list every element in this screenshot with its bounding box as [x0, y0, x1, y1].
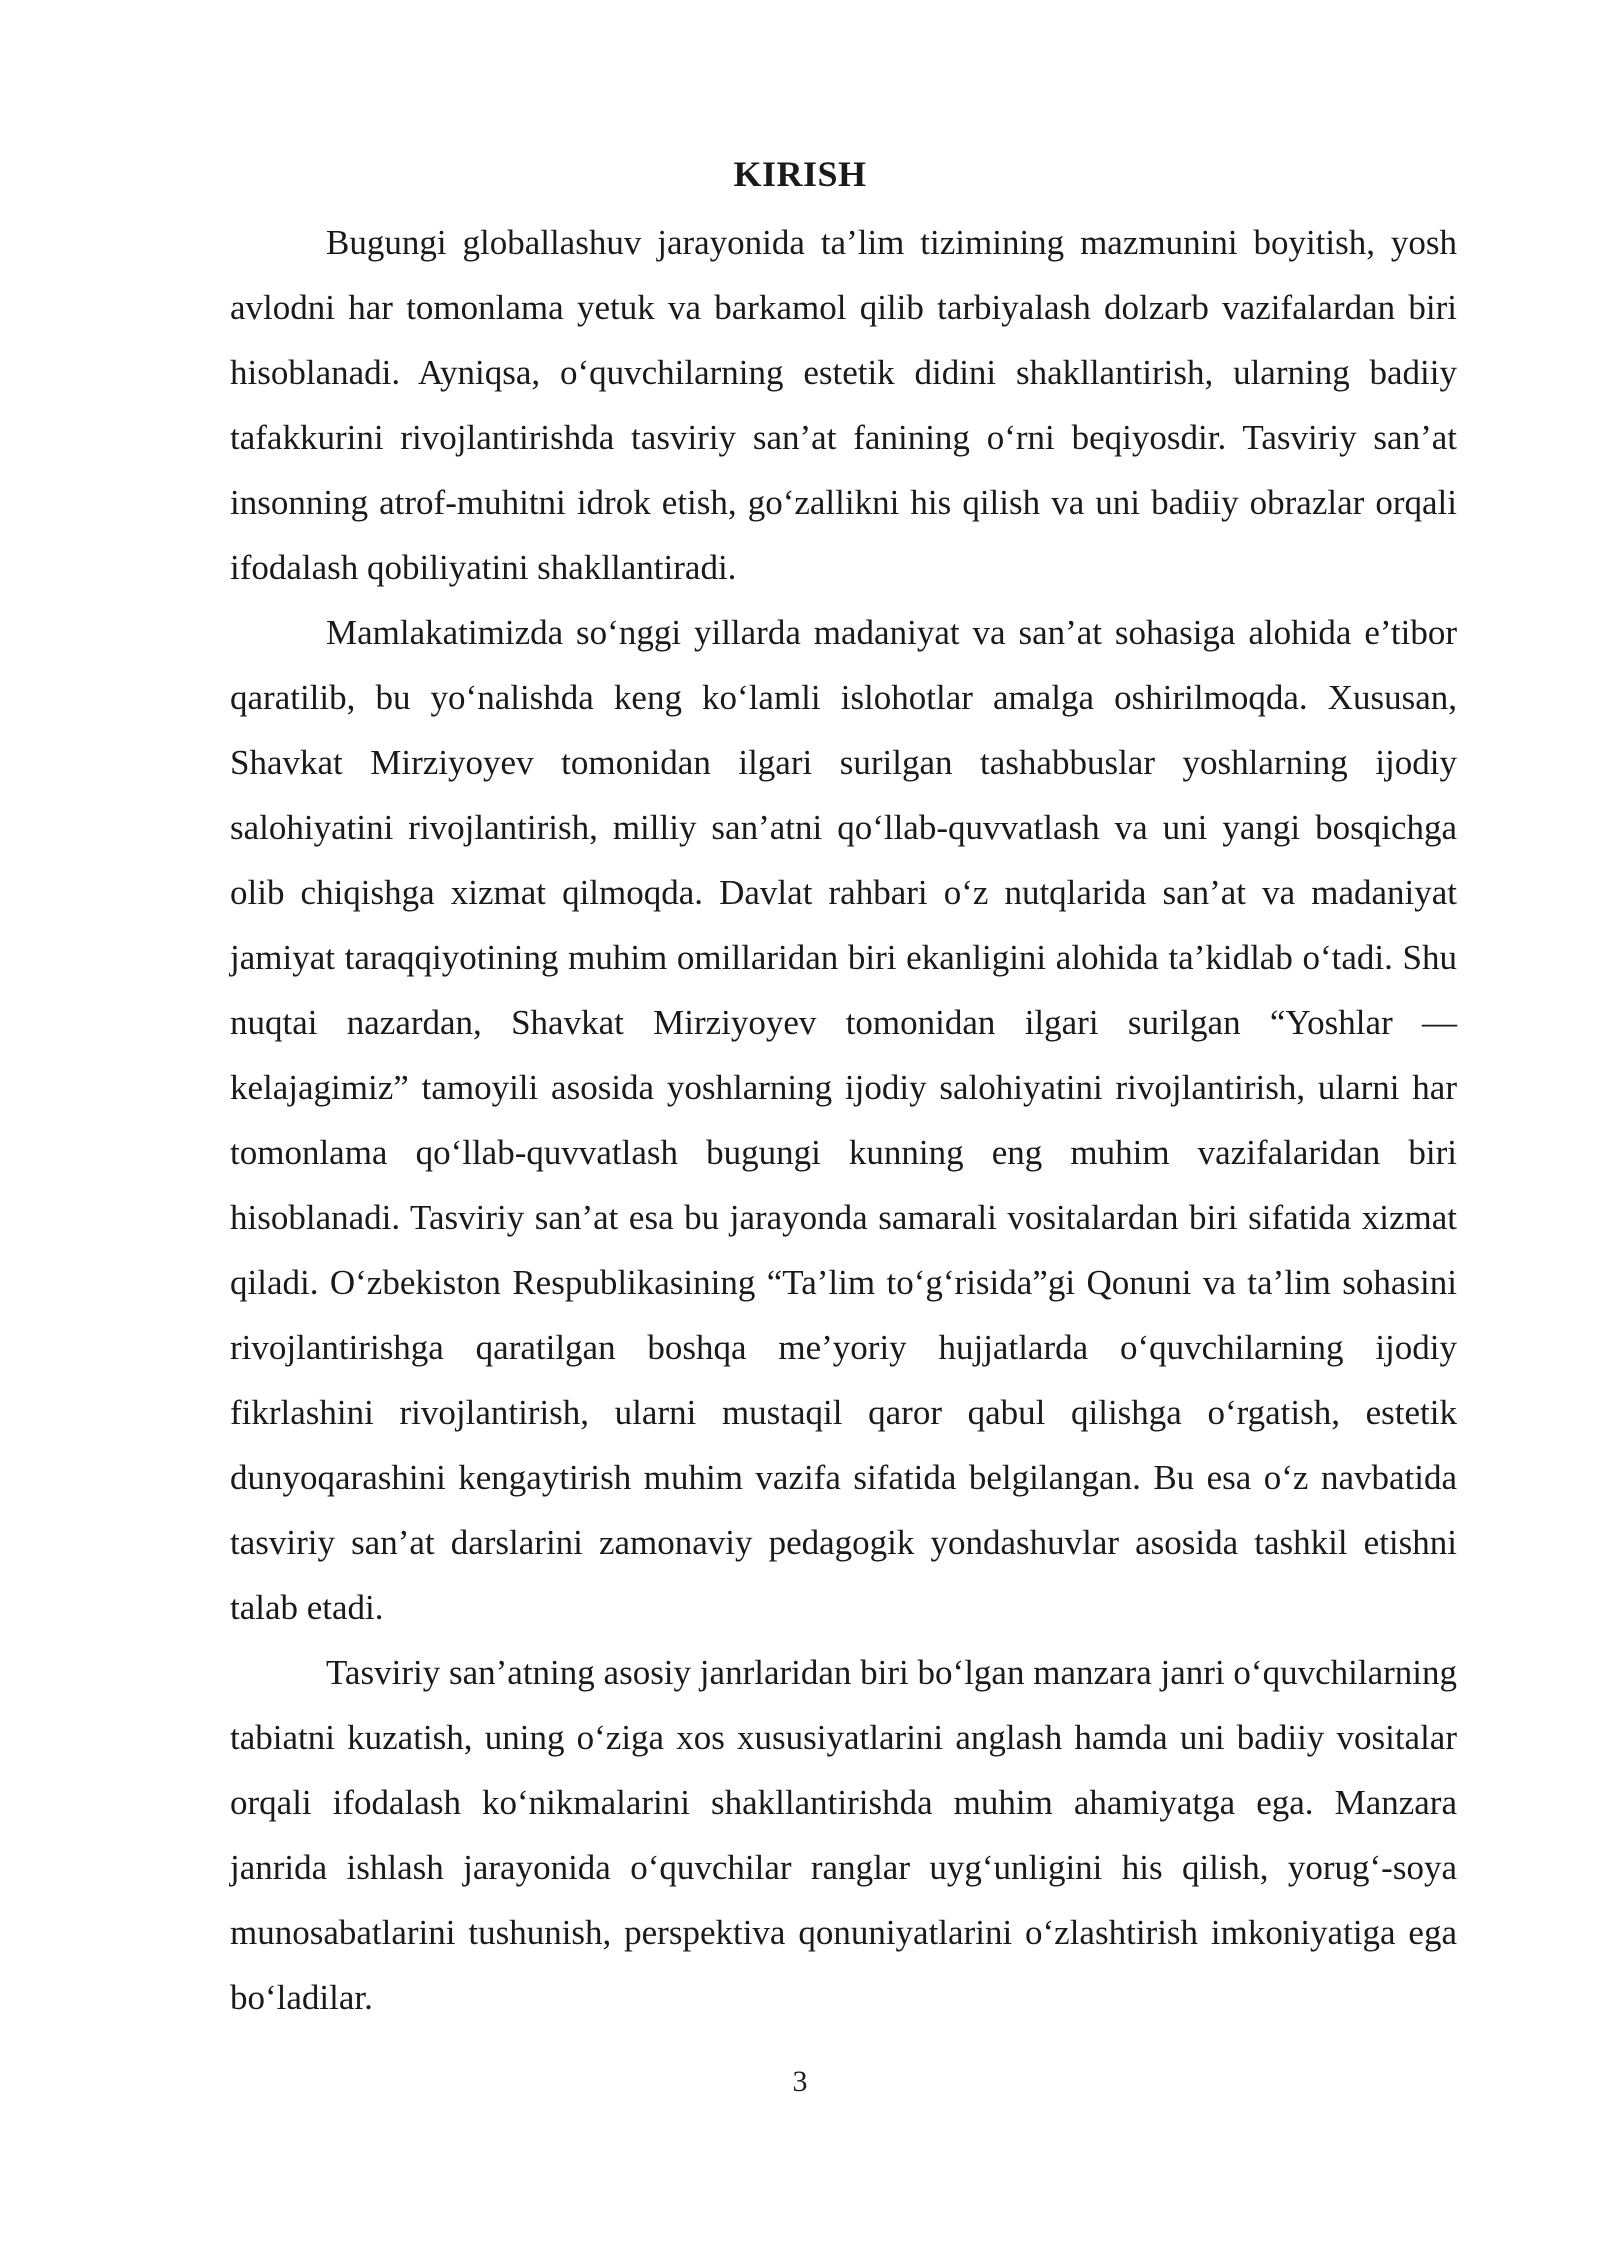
section-heading: KIRISH [733, 154, 867, 194]
paragraph-1: Bugungi globallashuv jarayonida ta’lim tizimining mazmunini boyitish, yosh avlodni har tomonlama yetuk va barkamol qilib tarbiyalash dolzarb vazifalardan biri hisoblanadi. Ayniqsa, o‘quvchilarning estetik didini shakllantirish, ularning badiiy tafakkurini rivojlantirishda tasviriy san’at fanining o‘rni beqiyosdir. Tasviriy san’at insonning atrof-muhitni idrok etish, go‘zallikni his qilish va uni badiiy obrazlar orqali ifodalash qobiliyatini shakllantiradi. [230, 223, 1457, 587]
body-text [230, 210, 1457, 2030]
paragraph-3: Tasviriy san’atning asosiy janrlaridan biri bo‘lgan manzara janri o‘quvchilarning tabiatni kuzatish, uning o‘ziga xos xususiyatlarini anglash hamda uni badiiy vositalar orqali ifodalash ko‘nikmalarini shakllantirishda muhim ahamiyatga ega. Manzara janrida ishlash jarayonida o‘quvchilar ranglar uyg‘unligini his qilish, yorug‘-soya munosabatlarini tushunish, perspektiva qonuniyatlarini o‘zlashtirish imkoniyatiga ega bo‘ladilar. [230, 1653, 1457, 2017]
paragraph-2: Mamlakatimizda so‘nggi yillarda madaniyat va san’at sohasiga alohida e’tibor qaratilib, bu yo‘nalishda keng ko‘lamli islohotlar amalga oshirilmoqda. Xususan, Shavkat Mirziyoyev tomonidan ilgari surilgan tashabbuslar yoshlarning ijodiy salohiyatini rivojlantirish, milliy san’atni qo‘llab-quvvatlash va uni yangi bosqichga olib chiqishga xizmat qilmoqda. Davlat rahbari o‘z nutqlarida san’at va madaniyat jamiyat taraqqiyotining muhim omillaridan biri ekanligini alohida ta’kidlab o‘tadi. Shu nuqtai nazardan, Shavkat Mirziyoyev tomonidan ilgari surilgan “Yoshlar — kelajagimiz” tamoyili asosida yoshlarning ijodiy salohiyatini rivojlantirish, ularni har tomonlama qo‘llab-quvvatlash bugungi kunning eng muhim vazifalaridan biri hisoblanadi. Tasviriy san’at esa bu jarayonda samarali vositalardan biri sifatida xizmat qiladi. O‘zbekiston Respublikasining “Ta’lim to‘g‘risida”gi Qonuni va ta’lim sohasini rivojlantirishga qaratilgan boshqa me’yoriy hujjatlarda o‘quvchilarning ijodiy fikrlashini rivojlantirish, ularni mustaqil qaror qabul qilishga o‘rgatish, estetik dunyoqarashini kengaytirish muhim vazifa sifatida belgilangan. Bu esa o‘z navbatida tasviriy san’at darslarini zamonaviy pedagogik yondashuvlar asosida tashkil etishni talab etadi. [230, 613, 1457, 1627]
page-number: 3 [792, 2065, 808, 2098]
